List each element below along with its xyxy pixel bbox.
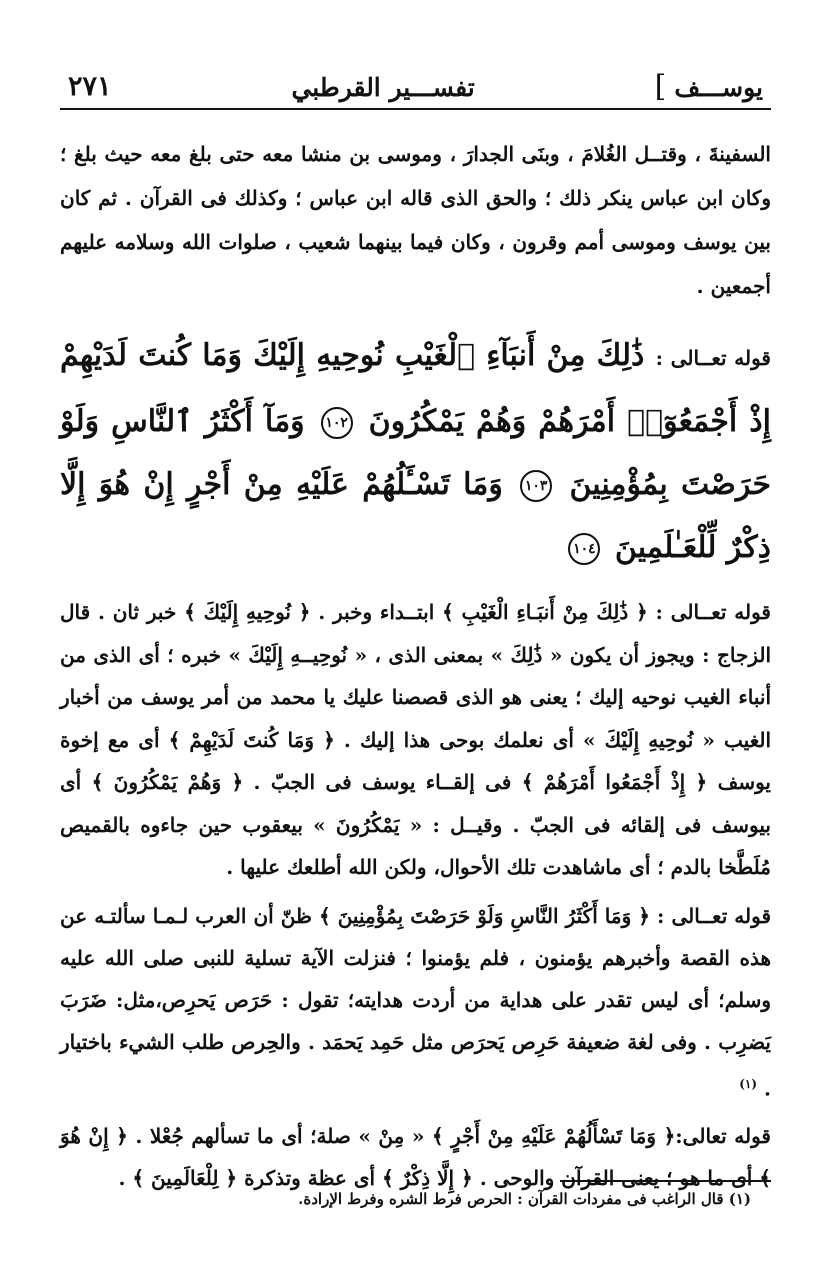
verse-number-103: ١٠٣: [520, 470, 552, 502]
verse-number-102: ١٠٢: [321, 407, 353, 439]
footnote: (١) قال الراغب فى مفردات القرآن : الحرص فرط الشره وفرط الإرادة.: [298, 1190, 751, 1208]
book-title: تفســـير القرطبي: [291, 73, 475, 102]
verse-text-103: وَمَآ أَكْثَرُ ٱلنَّاسِ وَلَوْ حَرَصْتَ بِمُؤْمِنِينَ: [60, 404, 771, 502]
page-number: ٢٧١: [68, 71, 112, 102]
verse-number-104: ١٠٤: [568, 533, 600, 565]
tafsir-paragraph-2-text: قوله تعــالى : ﴿ وَمَا أَكْثَرُ النَّاسِ وَلَوْ حَرَصْتَ بِمُؤْمِنِينَ ﴾ ظنّ أن العرب لـمـا سألتـه عن هذه القصة وأخبرهم يؤمنون ، فلم يؤمنوا ؛ فنزلت الآية تسلية للنبى صلى الله عليه وسلم؛ أى ليس تقدر على هداية من أردت هدايته؛ تقول : حَرَص يَحرِص،مثل: ضَرَبَ يَضرِب . وفى لغة ضعيفة حَرِص يَحرَص مثل حَمِد يَحمَد . والحِرص طلب الشيء باختيار .: [60, 903, 771, 1101]
verse-lead: قوله تعــالى :: [655, 346, 771, 370]
footnote-divider: [560, 1180, 771, 1182]
verse-text-102: ذَٰلِكَ مِنْ أَنبَآءِ ٱلْغَيْبِ نُوحِيهِ إِلَيْكَ وَمَا كُنتَ لَدَيْهِمْ إِذْ أَجْمَعُوٓا۟ أَمْرَهُمْ وَهُمْ يَمْكُرُونَ: [60, 338, 771, 439]
page-body: [60, 132, 771, 1199]
tafsir-paragraph-2: [60, 895, 771, 1110]
header-bracket: ]: [654, 69, 667, 104]
tafsir-paragraph-3: قوله تعالى:﴿ وَمَا تَسْأَلُهُمْ عَلَيْهِ مِنْ أَجْرٍ ﴾ « مِنْ » صلة؛ أى ما تسألهم جُعْلا . ﴿ إِنْ هُوَ ﴾ أى ما هو ؛ يعنى القرآن والوحى . ﴿ إِلَّا ذِكْرٌ ﴾ أى عظة وتذكرة ﴿ لِلْعَالَمِينَ ﴾ .: [60, 1124, 771, 1191]
paragraph-continuation: السفينةَ ، وقتــل الغُلامَ ، وبنَى الجدارَ ، وموسى بن منشا معه حتى بلغ معه حيث بلغ ؛ وكان ابن عباس ينكر ذلك ؛ والحق الذى قاله ابن عباس ؛ وكذلك فى القرآن . ثم كان بين يوسف وموسى أمم وقرون ، وكان فيما بينهما شعيب ، صلوات الله وسلامه عليهم أجمعين .: [60, 142, 771, 298]
verse-text-104: وَمَا تَسْـَٔلُهُمْ عَلَيْهِ مِنْ أَجْرٍ إِنْ هُوَ إِلَّا ذِكْرٌ لِّلْعَـٰلَمِينَ: [60, 467, 771, 565]
quran-verse-block: [60, 324, 771, 579]
footnote-reference: (١): [739, 1076, 758, 1091]
surah-name: يوســـف: [674, 73, 763, 102]
tafsir-paragraph-1: قوله تعــالى : ﴿ ذَٰلِكَ مِنْ أَنبَـاءِ الْغَيْبِ ﴾ ابتــداء وخبر . ﴿ نُوحِيهِ إِلَيْكَ ﴾ خبر ثان . قال الزجاج : ويجوز أن يكون « ذَٰلِكَ » بمعنى الذى ، « نُوحِيــهِ إِلَيْكَ » خبره ؛ أى الذى من أنباء الغيب نوحيه إليك ؛ يعنى هو الذى قصصنا عليك يا محمد من أمر يوسف من أخبار الغيب « نُوحِيهِ إِلَيْكَ » أى نعلمك بوحى هذا إليك . ﴿ وَمَا كُنتَ لَدَيْهِمْ ﴾ أى مع إخوة يوسف ﴿ إِذْ أَجْمَعُوا أَمْرَهُمْ ﴾ فى إلقــاء يوسف فى الجبّ . ﴿ وَهُمْ يَمْكُرُونَ ﴾ أى بيوسف فى إلقائه فى الجبّ . وقيــل : « يَمْكُرُونَ » بيعقوب حين جاءوه بالقميص مُلَطَّخا بالدم ؛ أى ماشاهدت تلك الأحوال، ولكن الله أطلعك عليها .: [60, 600, 771, 879]
page-header: [60, 58, 771, 110]
surah-label: [654, 69, 763, 104]
